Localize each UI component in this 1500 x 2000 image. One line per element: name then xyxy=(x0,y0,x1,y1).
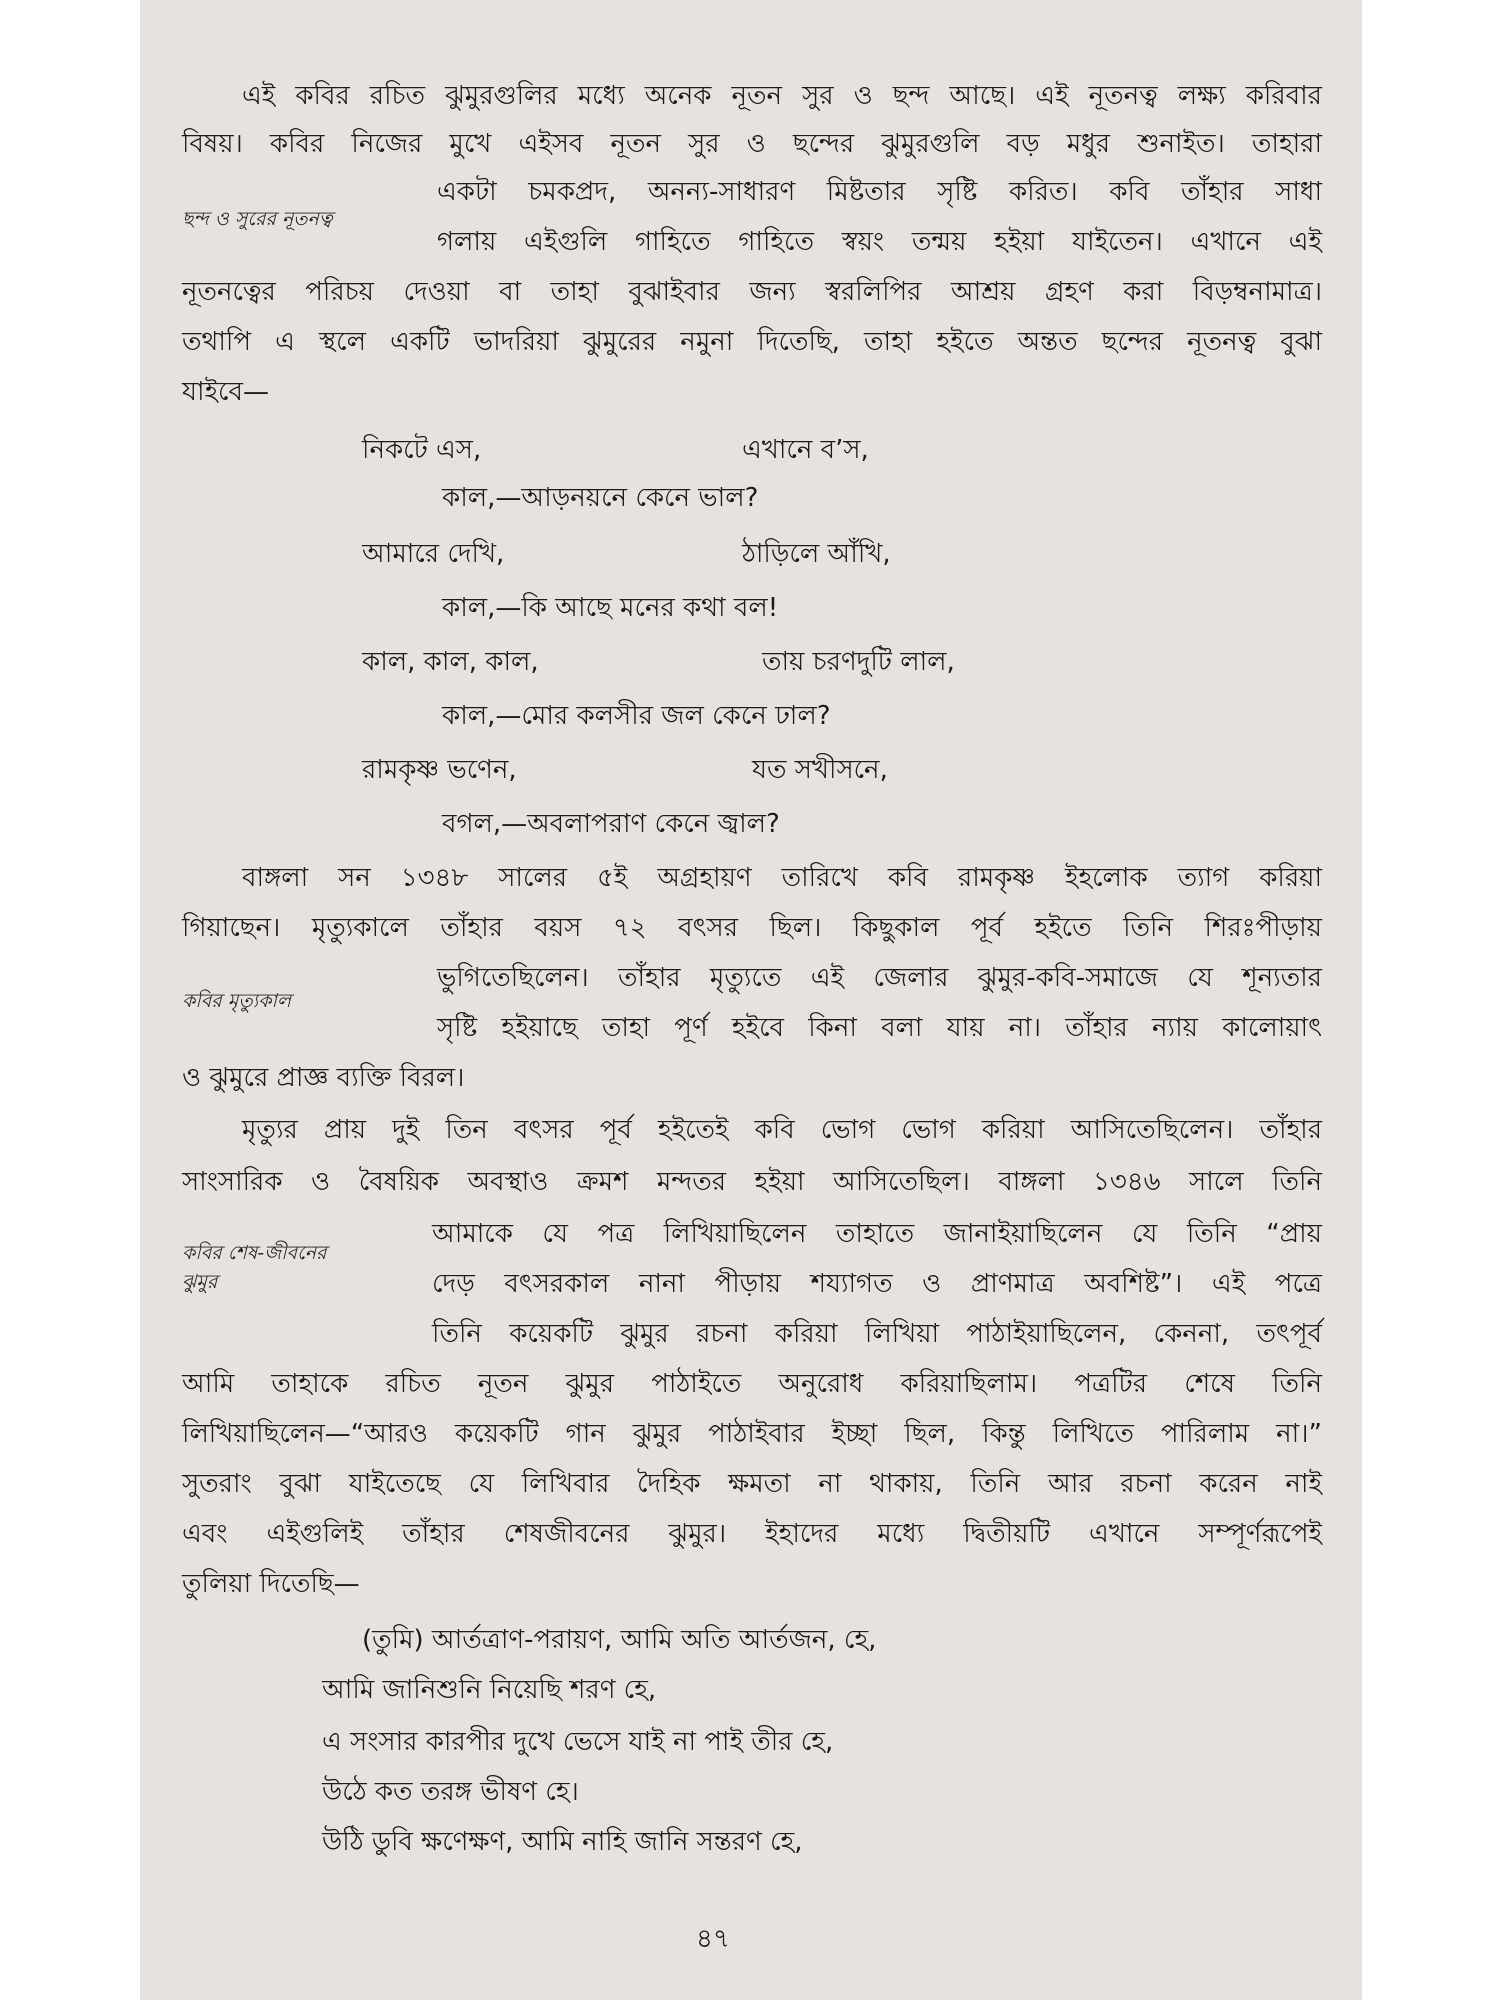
verse1-line5b: তায় চরণদুটি লাল, xyxy=(762,647,955,677)
para2-line2: গিয়াছেন। মৃত্যুকালে তাঁহার বয়স ৭২ বৎসর ছিল। কিছুকাল পূর্ব হইতে তিনি শিরঃপীড়ায় xyxy=(182,913,1322,943)
verse1-line6: কাল,—মোর কলসীর জল কেনে ঢাল? xyxy=(442,701,831,731)
para3-line6: আমি তাহাকে রচিত নূতন ঝুমুর পাঠাইতে অনুরোধ করিয়াছিলাম। পত্রটির শেষে তিনি xyxy=(182,1369,1322,1399)
verse1-line7a: রামকৃষ্ণ ভণেন, xyxy=(362,755,517,785)
verse2-line5: উঠি ডুবি ক্ষণেক্ষণ, আমি নাহি জানি সন্তরণ হে, xyxy=(322,1827,803,1857)
page-number: ৪৭ xyxy=(696,1924,730,1954)
margin-note-chhanda: ছন্দ ও সুরের নূতনত্ব xyxy=(182,208,333,230)
verse1-line5a: কাল, কাল, কাল, xyxy=(362,647,539,677)
para3-line10: তুলিয়া দিতেছি— xyxy=(182,1569,360,1599)
para1-line5: নূতনত্বের পরিচয় দেওয়া বা তাহা বুঝাইবার জন্য স্বরলিপির আশ্রয় গ্রহণ করা বিড়ম্বনামাত্র। xyxy=(182,277,1322,307)
para3-line9: এবং এইগুলিই তাঁহার শেষজীবনের ঝুমুর। ইহাদের মধ্যে দ্বিতীয়টি এখানে সম্পূর্ণরূপেই xyxy=(182,1519,1322,1549)
verse1-line7b: যত সখীসনে, xyxy=(752,755,888,785)
para1-line4: গলায় এইগুলি গাহিতে গাহিতে স্বয়ং তন্ময় হইয়া যাইতেন। এখানে এই xyxy=(437,227,1322,257)
book-page xyxy=(140,0,1362,2000)
verse1-line1b: এখানে ব’স, xyxy=(742,435,869,465)
para2-line3: ভুগিতেছিলেন। তাঁহার মৃত্যুতে এই জেলার ঝুমুর-কবি-সমাজে যে শূন্যতার xyxy=(437,963,1322,993)
para2-line4: সৃষ্টি হইয়াছে তাহা পূর্ণ হইবে কিনা বলা যায় না। তাঁহার ন্যায় কালোয়াৎ xyxy=(437,1013,1322,1043)
para1-line1: এই কবির রচিত ঝুমুরগুলির মধ্যে অনেক নূতন সুর ও ছন্দ আছে। এই নূতনত্ব লক্ষ্য করিবার xyxy=(242,81,1322,111)
margin-note-shesh-2: ঝুমুর xyxy=(182,1271,218,1293)
verse2-line3: এ সংসার কারপীর দুখে ভেসে যাই না পাই তীর হে, xyxy=(322,1727,834,1757)
para1-line2: বিষয়। কবির নিজের মুখে এইসব নূতন সুর ও ছন্দের ঝুমুরগুলি বড় মধুর শুনাইত। তাহারা xyxy=(182,129,1322,159)
verse1-line3a: আমারে দেখি, xyxy=(362,539,505,569)
verse1-line8: বগল,—অবলাপরাণ কেনে জ্বাল? xyxy=(442,809,780,839)
verse1-line3b: ঠাড়িলে আঁখি, xyxy=(742,539,891,569)
para3-line7: লিখিয়াছিলেন—“আরও কয়েকটি গান ঝুমুর পাঠাইবার ইচ্ছা ছিল, কিন্তু লিখিতে পারিলাম না।” xyxy=(182,1419,1322,1449)
verse1-line2: কাল,—আড়নয়নে কেনে ভাল? xyxy=(442,483,759,513)
para3-line5: তিনি কয়েকটি ঝুমুর রচনা করিয়া লিখিয়া পাঠাইয়াছিলেন, কেননা, তৎপূর্ব xyxy=(432,1319,1322,1349)
verse2-line1: (তুমি) আর্তত্রাণ-পরায়ণ, আমি অতি আর্তজন, হে, xyxy=(362,1625,877,1655)
para3-line2: সাংসারিক ও বৈষয়িক অবস্থাও ক্রমশ মন্দতর হইয়া আসিতেছিল। বাঙ্গলা ১৩৪৬ সালে তিনি xyxy=(182,1167,1322,1197)
para2-line5: ও ঝুমুরে প্রাজ্ঞ ব্যক্তি বিরল। xyxy=(182,1063,465,1093)
verse2-line4: উঠে কত তরঙ্গ ভীষণ হে। xyxy=(322,1777,579,1807)
para3-line3: আমাকে যে পত্র লিখিয়াছিলেন তাহাতে জানাইয়াছিলেন যে তিনি “প্রায় xyxy=(432,1219,1322,1249)
para3-line8: সুতরাং বুঝা যাইতেছে যে লিখিবার দৈহিক ক্ষমতা না থাকায়, তিনি আর রচনা করেন নাই xyxy=(182,1469,1322,1499)
verse1-line1a: নিকটে এস, xyxy=(362,435,482,465)
para1-line6: তথাপি এ স্থলে একটি ভাদরিয়া ঝুমুরের নমুনা দিতেছি, তাহা হইতে অন্তত ছন্দের নূতনত্ব বুঝা xyxy=(182,327,1322,357)
margin-note-mrityukal: কবির মৃত্যুকাল xyxy=(182,990,292,1012)
verse1-line4: কাল,—কি আছে মনের কথা বল! xyxy=(442,593,779,623)
para1-line7: যাইবে— xyxy=(182,377,269,407)
para3-line4: দেড় বৎসরকাল নানা পীড়ায় শয্যাগত ও প্রাণমাত্র অবশিষ্ট”। এই পত্রে xyxy=(432,1269,1322,1299)
verse2-line2: আমি জানিশুনি নিয়েছি শরণ হে, xyxy=(322,1675,657,1705)
para2-line1: বাঙ্গলা সন ১৩৪৮ সালের ৫ই অগ্রহায়ণ তারিখে কবি রামকৃষ্ণ ইহলোক ত্যাগ করিয়া xyxy=(242,863,1322,893)
margin-note-shesh-1: কবির শেষ-জীবনের xyxy=(182,1242,327,1264)
para3-line1: মৃত্যুর প্রায় দুই তিন বৎসর পূর্ব হইতেই কবি ভোগ ভোগ করিয়া আসিতেছিলেন। তাঁহার xyxy=(242,1115,1322,1145)
para1-line3: একটা চমকপ্রদ, অনন্য-সাধারণ মিষ্টতার সৃষ্টি করিত। কবি তাঁহার সাধা xyxy=(437,177,1322,207)
